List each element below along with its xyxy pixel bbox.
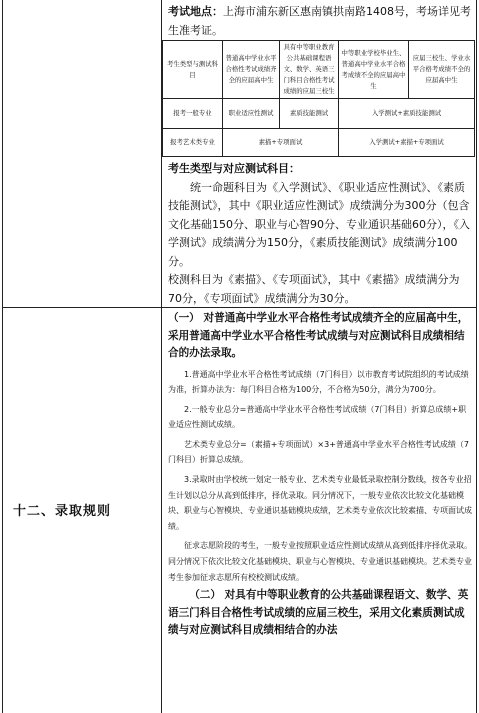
exam-location-paragraph (168, 2, 472, 40)
exam-location-label: 考试地点： (168, 5, 223, 18)
admission-rule-3: 艺术类专业总分=（素描+专项面试）×3+普通高中学业水平合格性考试成绩（7门科目）折算总成绩。 (168, 439, 469, 465)
table-row-label: 报考一般专业 (163, 99, 223, 129)
admission-heading-1: （一） 对普通高中学业水平合格性考试成绩齐全的应届高中生，采用普通高中学业水平合格性考试成绩与对应测试科目成绩相结合的办法录取。 (168, 312, 469, 359)
table-header-cell: 中等职业学校毕业生、普通高中学业水平合格考成绩不全的应届高中生 (339, 41, 409, 99)
test-types-block (168, 160, 472, 308)
test-types-heading: 考生类型与对应测试科目： (168, 162, 300, 175)
admission-rule-5: 征求志愿阶段的考生，一般专业按照职业适应性测试成绩从高到低排序择优录取。同分情况下依次比较文化基础模块、职业与心智模块、专业通识基础模块。艺术类专业考生参加征求志愿所有校校测试成绩。 (168, 541, 472, 582)
table-cell: 职业适应性测试 (223, 99, 280, 129)
table-header-cell: 普通高中学业水平合格性考试成绩齐全的应届高中生 (223, 41, 280, 99)
table-row (163, 129, 475, 157)
admission-rule-1: 1.普通高中学业水平合格性考试成绩（7门科目）以市教育考试院组织的考试成绩为准，折算办法为：每门科目合格为100分，不合格为50分，满分为700分。 (168, 369, 469, 395)
exam-location-text: 上海市浦东新区惠南镇拱南路1408号，考场详见考生准考证。 (168, 5, 471, 37)
table-row-label: 报考艺术类专业 (163, 129, 223, 157)
table-header-cell: 考生类型与测试科目 (163, 41, 223, 99)
table-cell: 入学测试+素质技能测试 (339, 99, 475, 129)
admission-rules-block (168, 310, 472, 640)
admission-heading-2: （二） 对具有中等职业教育的公共基础课程语文、数学、英语三门科目合格性考试成绩的应届三校生，采用文化素质测试成绩与对应测试科目成绩相结合的办法 (168, 589, 469, 637)
table-cell: 素质技能测试 (280, 99, 339, 129)
test-subject-table (162, 40, 475, 157)
table-cell: 素描+专项面试 (223, 129, 339, 157)
table-header-cell: 应届三校生、学业水平合格考成绩不全的应届高中生 (409, 41, 475, 99)
table-row (163, 99, 475, 129)
table-header-row (163, 41, 475, 99)
admission-rule-4: 3.录取时由学校统一划定一般专业、艺术类专业最低录取控制分数线，按各专业招生计划以总分从高到低排序，择优录取。同分情况下，一般专业依次比较文化基础模块、职业与心智模块、专业通识基础模块成绩，艺术类专业依次比较素描、专项面试成绩。 (168, 475, 472, 531)
section-label-admission: 十二、录取规则 (13, 504, 112, 519)
admission-rule-2: 2.一般专业总分=普通高中学业水平合格性考试成绩（7门科目）折算总成绩+职业适应性测试成绩。 (168, 404, 467, 430)
table-header-cell: 具有中等职业教育公共基础课程语文、数学、英语三门科目合格性考试成绩的应届三校生 (280, 41, 339, 99)
test-types-paragraph: 统一命题科目为《入学测试》、《职业适应性测试》、《素质技能测试》，其中《职业适应性测试》成绩满分为300分（包含文化基础150分、职业与心智90分、专业通识基础60分），《入学测试》成绩满分为150分，《素质技能测试》成绩满分100分。 (168, 180, 470, 268)
school-test-paragraph: 校测科目为《素描》、《专项面试》，其中《素描》成绩满分为70分，《专项面试》成绩满分为30分。 (168, 273, 460, 305)
table-cell: 入学测试+素描+专项面试 (339, 129, 475, 157)
